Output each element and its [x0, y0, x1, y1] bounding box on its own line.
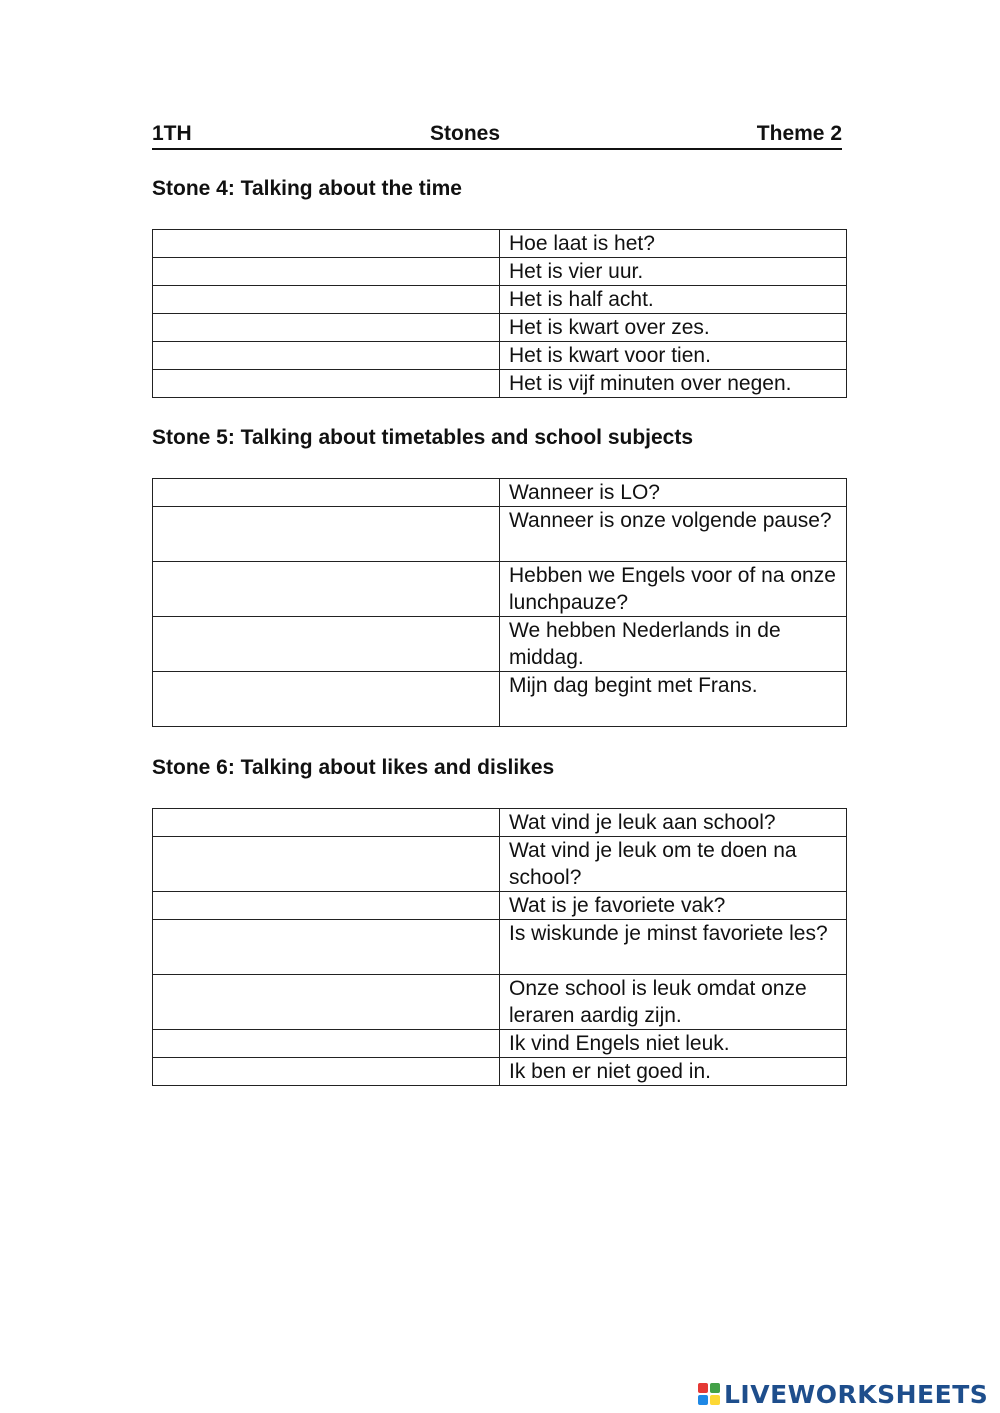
- table-row: [153, 837, 847, 892]
- answer-cell[interactable]: [153, 617, 500, 672]
- logo-mark-icon: [698, 1383, 720, 1405]
- table-row: [153, 1058, 847, 1086]
- table-row: [153, 892, 847, 920]
- phrase-cell: Mijn dag begint met Frans.: [500, 672, 847, 727]
- answer-cell[interactable]: [153, 314, 500, 342]
- phrase-cell: Wanneer is onze volgende pause?: [500, 507, 847, 562]
- table-row: [153, 370, 847, 398]
- table-row: [153, 314, 847, 342]
- answer-cell[interactable]: [153, 562, 500, 617]
- table-row: [153, 258, 847, 286]
- phrase-cell: Ik vind Engels niet leuk.: [500, 1030, 847, 1058]
- table-row: [153, 562, 847, 617]
- answer-cell[interactable]: [153, 342, 500, 370]
- phrase-cell: Wat vind je leuk om te doen na school?: [500, 837, 847, 892]
- answer-cell[interactable]: [153, 370, 500, 398]
- table-row: [153, 809, 847, 837]
- answer-cell[interactable]: [153, 975, 500, 1030]
- table-row: [153, 507, 847, 562]
- answer-cell[interactable]: [153, 892, 500, 920]
- answer-cell[interactable]: [153, 1058, 500, 1086]
- answer-cell[interactable]: [153, 837, 500, 892]
- section-title-stone-6: Stone 6: Talking about likes and dislikes: [152, 756, 555, 779]
- answer-cell[interactable]: [153, 479, 500, 507]
- phrase-cell: Het is kwart over zes.: [500, 314, 847, 342]
- table-row: [153, 286, 847, 314]
- table-row: [153, 342, 847, 370]
- answer-cell[interactable]: [153, 258, 500, 286]
- section-title-stone-4: Stone 4: Talking about the time: [152, 177, 462, 200]
- phrase-cell: Wat is je favoriete vak?: [500, 892, 847, 920]
- table-stone-5: [152, 478, 847, 727]
- header-theme-label: Theme 2: [756, 122, 842, 145]
- phrase-cell: Onze school is leuk omdat onze leraren aardig zijn.: [500, 975, 847, 1030]
- answer-cell[interactable]: [153, 507, 500, 562]
- table-stone-4: [152, 229, 847, 398]
- phrase-cell: Het is half acht.: [500, 286, 847, 314]
- phrase-cell: Is wiskunde je minst favoriete les?: [500, 920, 847, 975]
- phrase-cell: Het is vier uur.: [500, 258, 847, 286]
- phrase-cell: Wanneer is LO?: [500, 479, 847, 507]
- table-row: [153, 617, 847, 672]
- phrase-cell: Wat vind je leuk aan school?: [500, 809, 847, 837]
- table-row: [153, 230, 847, 258]
- phrase-cell: Het is vijf minuten over negen.: [500, 370, 847, 398]
- table-row: [153, 479, 847, 507]
- answer-cell[interactable]: [153, 809, 500, 837]
- worksheet-header: [152, 122, 842, 150]
- answer-cell[interactable]: [153, 672, 500, 727]
- table-stone-6: [152, 808, 847, 1086]
- header-title: Stones: [430, 122, 501, 145]
- header-class-label: 1TH: [152, 122, 192, 145]
- liveworksheets-logo: [698, 1378, 988, 1410]
- logo-text: LIVEWORKSHEETS: [724, 1379, 989, 1409]
- table-row: [153, 975, 847, 1030]
- answer-cell[interactable]: [153, 1030, 500, 1058]
- phrase-cell: Hebben we Engels voor of na onze lunchpauze?: [500, 562, 847, 617]
- phrase-cell: Ik ben er niet goed in.: [500, 1058, 847, 1086]
- phrase-cell: Hoe laat is het?: [500, 230, 847, 258]
- table-row: [153, 920, 847, 975]
- answer-cell[interactable]: [153, 286, 500, 314]
- phrase-cell: Het is kwart voor tien.: [500, 342, 847, 370]
- answer-cell[interactable]: [153, 920, 500, 975]
- answer-cell[interactable]: [153, 230, 500, 258]
- table-row: [153, 1030, 847, 1058]
- section-title-stone-5: Stone 5: Talking about timetables and school subjects: [152, 426, 694, 449]
- table-row: [153, 672, 847, 727]
- phrase-cell: We hebben Nederlands in de middag.: [500, 617, 847, 672]
